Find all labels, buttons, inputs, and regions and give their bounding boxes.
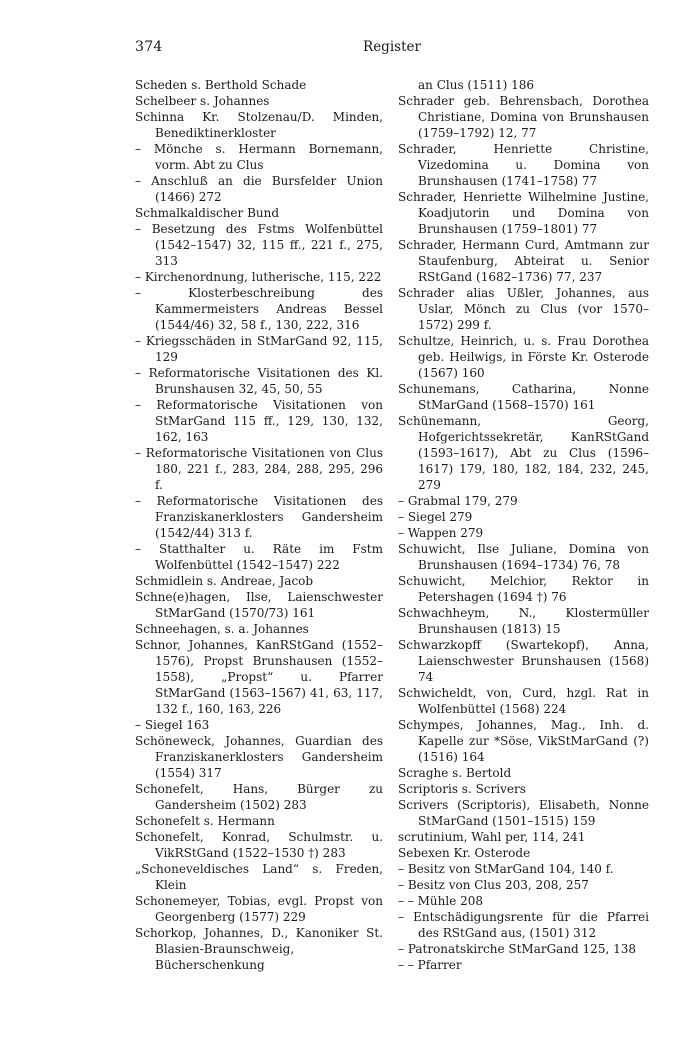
index-subentry: – Besetzung des Fstms Wolfenbüttel (1542–1547) 32, 115 ff., 221 f., 275, 313 (135, 222, 383, 268)
index-subentry: – Statthalter u. Räte im Fstm Wolfenbüttel (1542–1547) 222 (135, 542, 383, 572)
index-entry: Schuwicht, Melchior, Rektor in Petershagen (1694 †) 76 (398, 574, 649, 604)
page-number: 374 (135, 39, 163, 55)
index-subentry: – Entschädigungsrente für die Pfarrei des RStGand aus, (1501) 312 (398, 910, 649, 940)
index-entry: Sebexen Kr. Osterode (398, 846, 531, 860)
index-entry: Scraghe s. Bertold (398, 766, 512, 780)
index-subentry: – Besitz von Clus 203, 208, 257 (398, 878, 589, 892)
index-entry: Schneehagen, s. a. Johannes (135, 622, 309, 636)
index-entry: „Schoneveldisches Land“ s. Freden, Klein (135, 862, 383, 892)
index-subentry: – Besitz von StMarGand 104, 140 f. (398, 862, 614, 876)
index-entry: Schünemann, Georg, Hofgerichtssekretär, KanRStGand (1593–1617), Abt zu Clus (1596–1617) 179, 180, 182, 184, 232, 245, 279 (398, 414, 649, 492)
index-subentry: – – Mühle 208 (398, 894, 484, 908)
index-entry: Schorkop, Johannes, D., Kanoniker St. Blasien-Braunschweig, Bücherschenkung (135, 926, 383, 972)
page-header (135, 39, 649, 59)
index-entry: Scrivers (Scriptoris), Elisabeth, Nonne StMarGand (1501–1515) 159 (398, 798, 649, 828)
index-subentry: – Siegel 279 (398, 510, 473, 524)
index-entry: Schne(e)hagen, Ilse, Laienschwester StMarGand (1570/73) 161 (135, 590, 383, 620)
index-entry: scrutinium, Wahl per, 114, 241 (398, 830, 586, 844)
index-entry: Schinna Kr. Stolzenau/D. Minden, Benediktinerkloster (135, 110, 383, 140)
index-subentry: – Kirchenordnung, lutherische, 115, 222 (135, 270, 382, 284)
index-subentry: – Siegel 163 (135, 718, 210, 732)
index-entry: Schelbeer s. Johannes (135, 94, 270, 108)
index-entry: Schunemans, Catharina, Nonne StMarGand (1568–1570) 161 (398, 382, 649, 412)
index-entry: Schnor, Johannes, KanRStGand (1552–1576), Propst Brunshausen (1552–1558), „Propst“ u. Pfarrer StMarGand (1563–1567) 41, 63, 117, 132 f., 160, 163, 226 (135, 638, 383, 716)
index-entry: Schonemeyer, Tobias, evgl. Propst von Georgenberg (1577) 229 (135, 894, 383, 924)
index-subentry: – Klosterbeschreibung des Kammermeisters Andreas Bessel (1544/46) 32, 58 f., 130, 222, 316 (135, 286, 383, 332)
index-entry: Scriptoris s. Scrivers (398, 782, 526, 796)
index-subentry: – Mönche s. Hermann Bornemann, vorm. Abt zu Clus (135, 142, 383, 172)
index-subentry: – Reformatorische Visitationen des Franziskanerklosters Gandersheim (1542/44) 313 f. (135, 494, 383, 540)
index-entry: Schympes, Johannes, Mag., Inh. d. Kapelle zur *Söse, VikStMarGand (?) (1516) 164 (398, 718, 649, 764)
index-entry: Schonefelt, Hans, Bürger zu Gandersheim (1502) 283 (135, 782, 383, 812)
index-entry: Schmalkaldischer Bund (135, 206, 280, 220)
index-column-left (135, 77, 383, 973)
index-entry: Scheden s. Berthold Schade (135, 78, 307, 92)
running-head: Register (363, 39, 421, 55)
index-entry: Schwarzkopff (Swartekopf), Anna, Laienschwester Brunshausen (1568) 74 (398, 638, 649, 684)
index-subentry: – – Pfarrer (398, 958, 462, 972)
index-subentry: – Anschluß an die Bursfelder Union (1466) 272 (135, 174, 383, 204)
index-entry-continuation: an Clus (1511) 186 (418, 78, 535, 92)
index-column-right (398, 77, 649, 973)
index-entry: Schrader geb. Behrensbach, Dorothea Christiane, Domina von Brunshausen (1759–1792) 12, 77 (398, 94, 649, 140)
index-subentry: – Kriegsschäden in StMarGand 92, 115, 129 (135, 334, 383, 364)
index-entry: Schrader, Henriette Wilhelmine Justine, Koadjutorin und Domina von Brunshausen (1759–1801) 77 (398, 190, 649, 236)
index-entry: Schwachheym, N., Klostermüller Brunshausen (1813) 15 (398, 606, 649, 636)
index-entry: Schmidlein s. Andreae, Jacob (135, 574, 314, 588)
index-entry: Schrader alias Ußler, Johannes, aus Uslar, Mönch zu Clus (vor 1570–1572) 299 f. (398, 286, 649, 332)
index-entry: Schrader, Henriette Christine, Vizedomina u. Domina von Brunshausen (1741–1758) 77 (398, 142, 649, 188)
index-subentry: – Grabmal 179, 279 (398, 494, 518, 508)
index-subentry: – Reformatorische Visitationen des Kl. Brunshausen 32, 45, 50, 55 (135, 366, 383, 396)
index-entry: Schrader, Hermann Curd, Amtmann zur Staufenburg, Abteirat u. Senior RStGand (1682–1736) 77, 237 (398, 238, 649, 284)
index-subentry: – Wappen 279 (398, 526, 484, 540)
index-entry: Schuwicht, Ilse Juliane, Domina von Brunshausen (1694–1734) 76, 78 (398, 542, 649, 572)
index-entry: Schonefelt, Konrad, Schulmstr. u. VikRStGand (1522–1530 †) 283 (135, 830, 383, 860)
index-subentry: – Reformatorische Visitationen von Clus 180, 221 f., 283, 284, 288, 295, 296 f. (135, 446, 383, 492)
index-subentry: – Reformatorische Visitationen von StMarGand 115 ff., 129, 130, 132, 162, 163 (135, 398, 383, 444)
index-entry: Schonefelt s. Hermann (135, 814, 275, 828)
index-entry: Schultze, Heinrich, u. s. Frau Dorothea geb. Heilwigs, in Förste Kr. Osterode (1567) 160 (398, 334, 649, 380)
index-entry: Schöneweck, Johannes, Guardian des Franziskanerklosters Gandersheim (1554) 317 (135, 734, 383, 780)
index-subentry: – Patronatskirche StMarGand 125, 138 (398, 942, 636, 956)
index-entry: Schwicheldt, von, Curd, hzgl. Rat in Wolfenbüttel (1568) 224 (398, 686, 649, 716)
